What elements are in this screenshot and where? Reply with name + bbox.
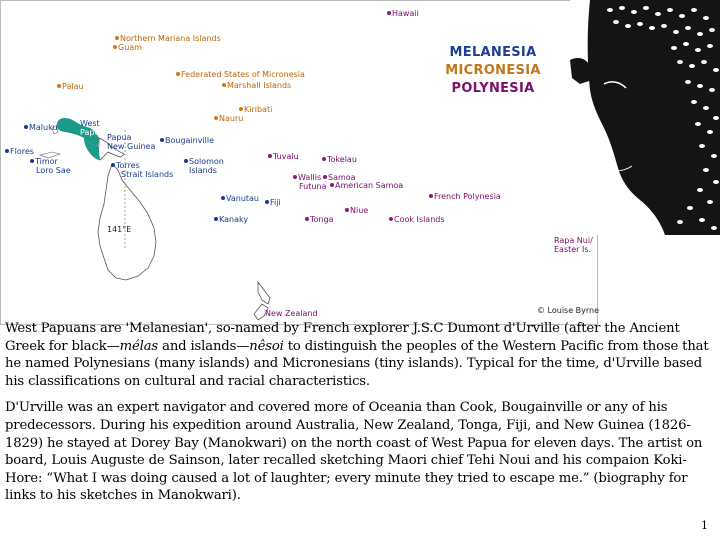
- place-niue: Niue: [345, 206, 368, 215]
- page-number: 1: [701, 519, 708, 532]
- place-fsm: Federated States of Micronesia: [176, 70, 305, 79]
- place-tuvalu: Tuvalu: [268, 152, 299, 161]
- place-cook-islands: Cook Islands: [389, 215, 445, 224]
- legend-polynesia: POLYNESIA: [451, 81, 535, 96]
- place-northern-mariana: Northern Mariana Islands: [115, 34, 221, 43]
- place-flores: Flores: [5, 147, 34, 156]
- place-tokelau: Tokelau: [322, 155, 357, 164]
- place-marshall: Marshall Islands: [222, 81, 291, 90]
- place-fiji: Fiji: [265, 198, 281, 207]
- paragraph-durville-expedition: D'Urville was an expert navigator and covered more of Oceania than Cook, Bougainville or any of his predecessors. During his expedition around Australia, New Zealand, Tonga, Fiji, and New Guinea (1826-1829) he stayed at Dorey Bay (Manokwari) on the north coast of West Papua for eleven days. The artist on board, Louis Auguste de Sainson, later recalled sketching Maori chief Tehi Noui and his compaion Koki-Hore: “What I was doing caused a lot of laughter; every minute they tried to escape me.” (biography for links to his sketches in Manokwari).: [5, 400, 703, 504]
- place-french-polynesia: French Polynesia: [429, 192, 501, 201]
- place-wallis-futuna: Wallis Futuna: [293, 173, 326, 191]
- map-credit: © Louise Byrne: [537, 306, 600, 315]
- place-american-samoa: American Samoa: [330, 181, 403, 190]
- place-vanuatu: Vanutau: [221, 194, 259, 203]
- place-kiribati: Kiribati: [239, 105, 272, 114]
- longitude-label: 141°E: [107, 225, 132, 234]
- place-rapa-nui: Rapa Nui/ Easter Is.: [554, 236, 593, 254]
- place-palau: Palau: [57, 82, 84, 91]
- place-samoa: Samoa: [323, 173, 356, 182]
- place-maluku: Maluku: [24, 123, 58, 132]
- place-tonga: Tonga: [305, 215, 333, 224]
- place-west-papua: West Papua: [80, 119, 105, 137]
- place-torres-strait: Torres Strait Islands: [111, 161, 173, 179]
- paragraph-melanesian-origin: West Papuans are 'Melanesian', so-named by French explorer J.S.C Dumont d'Urville (after the Ancient Greek for black—mélas and islands—nêsoi to distinguish the peoples of the Western Pacific from those that he named Polynesians (many islands) and Micronesians (tiny islands). Typical for the time, d'Urville based his classifications on cultural and racial characteristics.: [5, 321, 709, 389]
- place-solomon: Solomon Islands: [184, 157, 224, 175]
- place-bougainville: Bougainville: [160, 136, 214, 145]
- article-text: [5, 320, 710, 514]
- place-nauru: Nauru: [214, 114, 243, 123]
- place-timor: Timor Loro Sae: [30, 157, 71, 175]
- place-new-zealand: New Zealand: [265, 309, 318, 318]
- place-hawaii: Hawaii: [387, 9, 419, 18]
- place-guam: Guam: [113, 43, 142, 52]
- legend-micronesia: MICRONESIA: [445, 63, 541, 78]
- place-png: Papua New Guinea: [107, 133, 156, 151]
- portrait-image: [570, 0, 720, 235]
- legend-melanesia: MELANESIA: [449, 45, 537, 60]
- oceania-map: [0, 0, 598, 325]
- place-kanaky: Kanaky: [214, 215, 248, 224]
- region-legend: [438, 44, 548, 98]
